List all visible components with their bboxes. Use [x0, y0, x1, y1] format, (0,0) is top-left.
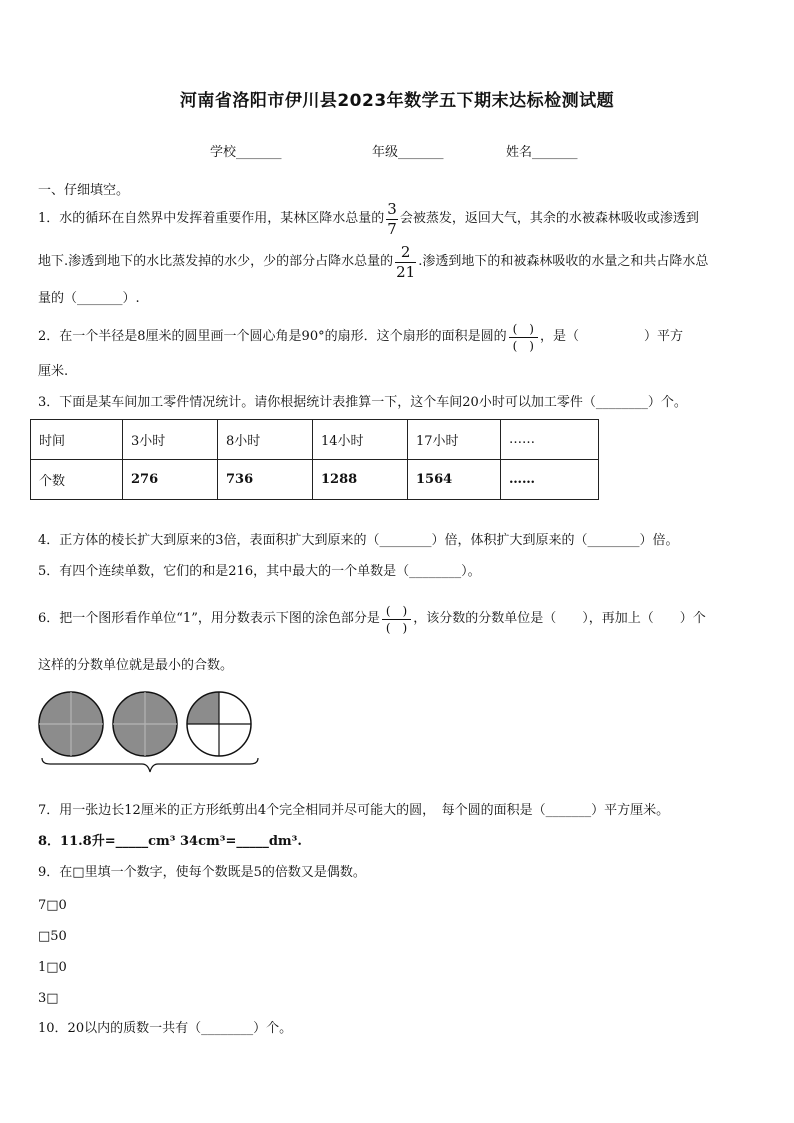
- table-row: [31, 420, 599, 460]
- question-number: 4．: [38, 533, 60, 548]
- question-number: 1．: [38, 211, 60, 226]
- fraction-denominator: ( ): [509, 337, 538, 352]
- school-label: 学校: [210, 145, 237, 160]
- question-9-item: □50: [38, 929, 67, 944]
- fraction-circle: [113, 692, 177, 756]
- question-text: 把一个图形看作单位“1”，用分数表示下图的涂色部分是: [59, 611, 380, 626]
- table-cell: 8小时: [218, 420, 313, 460]
- table-cell: ……: [501, 460, 599, 500]
- fraction-denominator: ( ): [382, 619, 411, 634]
- question-5: [38, 564, 481, 580]
- question-text: 在□里填一个数字，使每个数既是5的倍数又是偶数。: [59, 865, 366, 880]
- fraction-numerator: ( ): [512, 321, 534, 336]
- grade-field: [372, 141, 444, 160]
- table-cell: 17小时: [408, 420, 501, 460]
- table-cell: 个数: [31, 460, 123, 500]
- name-blank: _______: [532, 145, 578, 160]
- question-number: 6．: [38, 611, 60, 626]
- name-field: [506, 141, 578, 160]
- question-text: 在一个半径是8厘米的圆里画一个圆心角是90°的扇形．这个扇形的面积是圆的: [59, 329, 507, 344]
- question-text: 地下.渗透到地下的水比蒸发掉的水少，少的部分占降水总量的: [38, 254, 394, 269]
- parts-table: [30, 419, 599, 500]
- question-number: 2．: [38, 329, 60, 344]
- question-number: 8．: [38, 834, 61, 849]
- school-field: [210, 141, 282, 160]
- question-1-line-2: [38, 244, 708, 280]
- question-9-item: 3□: [38, 991, 59, 1006]
- section-heading: 一、仔细填空。: [38, 183, 130, 198]
- question-text: 正方体的棱长扩大到原来的3倍，表面积扩大到原来的（________）倍，体积扩大到原来的（________）倍。: [59, 533, 679, 548]
- table-cell: 1564: [408, 460, 501, 500]
- school-blank: _______: [236, 145, 282, 160]
- fraction-numerator: ( ): [385, 603, 408, 618]
- question-9-item: 1□0: [38, 960, 67, 975]
- question-2-line-1: [38, 320, 683, 354]
- table-row: [31, 460, 599, 500]
- fraction-circle: [39, 692, 103, 756]
- grade-label: 年级: [372, 145, 399, 160]
- circles-figure: [30, 686, 270, 780]
- question-10: [38, 1021, 292, 1037]
- page-title: 河南省洛阳市伊川县2023年数学五下期末达标检测试题: [179, 91, 615, 111]
- fraction-3-7: [386, 199, 398, 238]
- question-number: 3．: [38, 395, 60, 410]
- question-6-line-1: [38, 597, 706, 641]
- question-text: ，是（ ）平方: [539, 329, 683, 344]
- table-cell: 时间: [31, 420, 123, 460]
- name-label: 姓名: [506, 145, 533, 160]
- question-1-line-3: 量的（_______）.: [38, 291, 140, 306]
- question-number: 5．: [38, 564, 60, 579]
- question-9: [38, 865, 366, 881]
- grade-blank: _______: [398, 145, 444, 160]
- question-text: 20以内的质数一共有（________）个。: [67, 1021, 293, 1036]
- question-text: 水的循环在自然界中发挥着重要作用，某林区降水总量的: [59, 211, 385, 226]
- question-number: 10．: [38, 1021, 68, 1036]
- question-7: [38, 803, 669, 819]
- question-9-item: 7□0: [38, 898, 67, 913]
- question-text: 用一张边长12厘米的正方形纸剪出4个完全相同并尽可能大的圆， 每个圆的面积是（_______）平方厘米。: [59, 803, 670, 818]
- fraction-denominator: 7: [387, 219, 397, 238]
- table-cell: 1288: [313, 460, 408, 500]
- question-2-line-2: 厘米.: [38, 364, 69, 379]
- fraction-numerator: 2: [400, 242, 411, 261]
- question-6-line-2: 这样的分数单位就是最小的合数。: [38, 658, 234, 673]
- table-cell: 14小时: [313, 420, 408, 460]
- fraction-blank: [382, 605, 411, 634]
- question-text: 会被蒸发，返回大气，其余的水被森林吸收或渗透到: [399, 211, 699, 226]
- table-cell: 3小时: [123, 420, 218, 460]
- fraction-numerator: 3: [387, 199, 397, 218]
- fraction-2-21: [395, 242, 416, 281]
- question-3: [38, 395, 687, 411]
- table-cell: ……: [501, 420, 599, 460]
- fraction-blank: [509, 323, 538, 352]
- circles-group: [39, 692, 251, 756]
- question-text: 下面是某车间加工零件情况统计。请你根据统计表推算一下，这个车间20小时可以加工零件（________）个。: [59, 395, 687, 410]
- question-text: .渗透到地下的和被森林吸收的水量之和共占降水总: [418, 254, 709, 269]
- fraction-circle: [187, 692, 251, 756]
- question-text: ，该分数的分数单位是（ ），再加上（ ）个: [413, 611, 706, 626]
- brace-icon: [42, 758, 258, 772]
- question-4: [38, 533, 679, 549]
- table-cell: 276: [123, 460, 218, 500]
- question-number: 7．: [38, 803, 60, 818]
- question-text: 有四个连续单数，它们的和是216，其中最大的一个单数是（________）。: [59, 564, 481, 579]
- table-cell: 736: [218, 460, 313, 500]
- question-1-line-1: [38, 201, 699, 237]
- question-number: 9．: [38, 865, 60, 880]
- question-8: [38, 834, 302, 850]
- question-text: 11.8升=_____cm³ 34cm³=_____dm³.: [60, 834, 302, 849]
- fraction-denominator: 21: [396, 262, 416, 281]
